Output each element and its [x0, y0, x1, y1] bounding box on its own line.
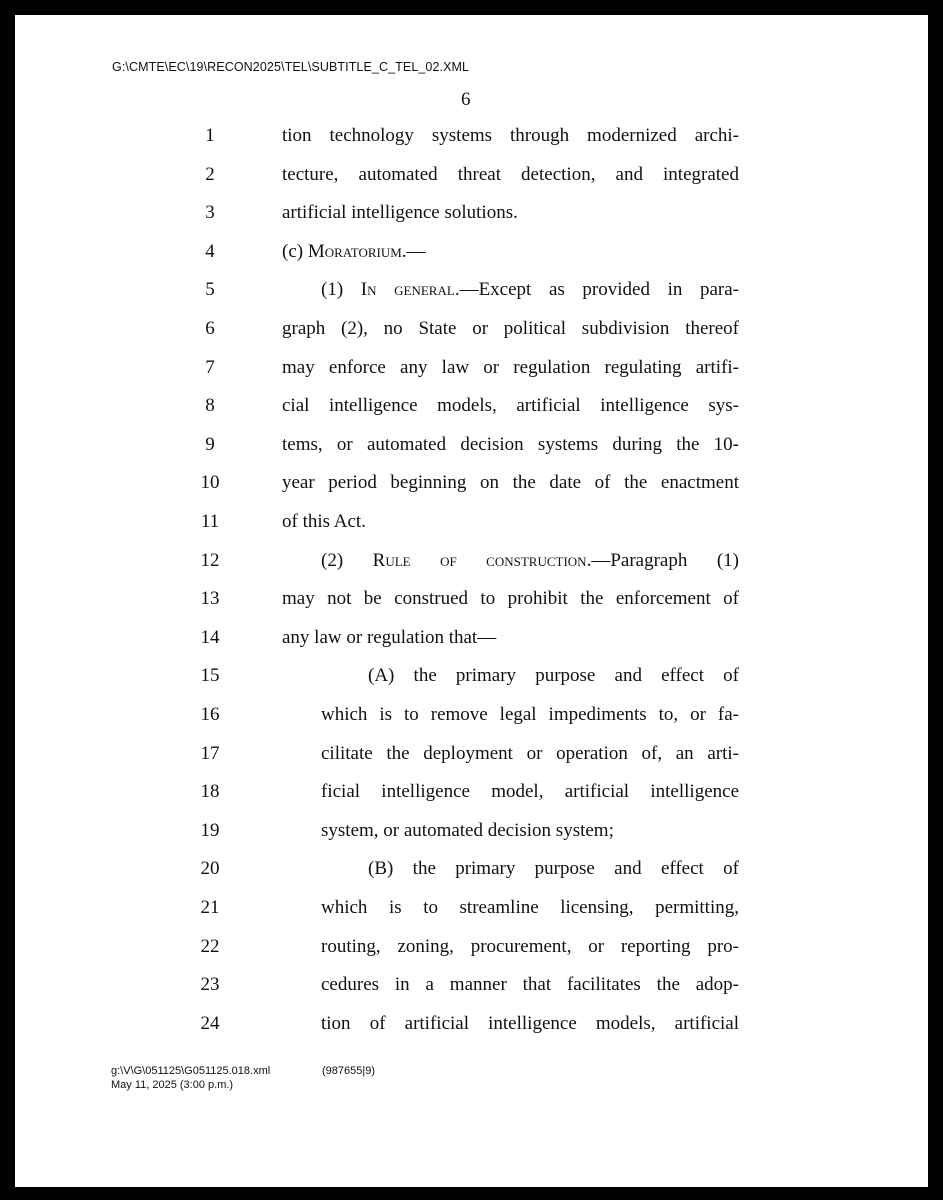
- line-number: 13: [200, 588, 220, 610]
- section-heading: In general: [360, 279, 455, 301]
- line-number: 2: [205, 163, 215, 185]
- document-line: [15, 627, 928, 657]
- line-number: 3: [205, 202, 215, 224]
- line-text: cial intelligence models, artificial intelligence sys-: [282, 395, 739, 417]
- document-line: [15, 588, 928, 618]
- line-text: cedures in a manner that facilitates the adop-: [321, 974, 739, 996]
- line-number: 11: [200, 511, 220, 532]
- line-text: which is to remove legal impediments to, or fa-: [321, 704, 739, 725]
- document-line: [15, 395, 928, 425]
- section-heading: Rule of construction: [372, 549, 587, 571]
- line-text: may not be construed to prohibit the enforcement of: [282, 588, 739, 610]
- line-text-body: .—Except as provided in para-: [454, 279, 739, 301]
- document-line: [15, 1013, 928, 1043]
- document-line: [15, 665, 928, 695]
- line-number: 6: [205, 318, 215, 339]
- document-line: [15, 858, 928, 888]
- document-line: [15, 472, 928, 502]
- document-line: [15, 550, 928, 580]
- line-text: any law or regulation that—: [282, 626, 497, 648]
- line-text: which is to streamline licensing, permitting,: [321, 897, 739, 918]
- line-number: 9: [205, 433, 215, 455]
- line-text: year period beginning on the date of the enactment: [282, 472, 739, 494]
- line-number: 1: [205, 125, 215, 146]
- line-text: [321, 550, 739, 574]
- document-line: [15, 897, 928, 927]
- line-text: of this Act.: [282, 511, 366, 532]
- line-text: tems, or automated decision systems during the 10-: [282, 433, 739, 455]
- document-line: [15, 743, 928, 773]
- line-text: artificial intelligence solutions.: [282, 202, 518, 224]
- line-number: 12: [200, 549, 220, 571]
- document-line: [15, 936, 928, 966]
- document-line: [15, 974, 928, 1004]
- document-line: [15, 125, 928, 155]
- line-text: cilitate the deployment or operation of, an arti-: [321, 742, 739, 764]
- line-text: tecture, automated threat detection, and integrated: [282, 163, 739, 185]
- document-line: [15, 279, 928, 309]
- line-number: 20: [200, 858, 220, 880]
- document-line: [15, 164, 928, 194]
- document-line: [15, 704, 928, 734]
- line-text-body: .—: [401, 240, 426, 262]
- footer-doc-id: (987655|9): [322, 1065, 376, 1077]
- line-text-body: .—Paragraph (1): [586, 549, 739, 571]
- paragraph-designator: (2): [321, 549, 373, 571]
- line-number: 14: [200, 626, 220, 648]
- line-text: [321, 279, 739, 303]
- line-number: 8: [205, 395, 215, 417]
- line-text: system, or automated decision system;: [321, 819, 614, 841]
- paragraph-designator: (1): [321, 279, 361, 301]
- line-number: 18: [200, 781, 220, 803]
- line-text: tion technology systems through modernized archi-: [282, 125, 739, 146]
- line-number: 24: [200, 1012, 220, 1034]
- line-text: (A) the primary purpose and effect of: [368, 665, 739, 687]
- document-line: [15, 820, 928, 850]
- line-text: (B) the primary purpose and effect of: [368, 858, 739, 880]
- line-text: [282, 241, 426, 263]
- document-line: [15, 781, 928, 811]
- document-line: [15, 357, 928, 387]
- line-number: 7: [205, 356, 215, 378]
- document-line: [15, 318, 928, 348]
- document-line: [15, 434, 928, 464]
- line-number: 5: [205, 279, 215, 301]
- footer-file-path: g:\V\G\051125\G051125.018.xml: [111, 1065, 271, 1077]
- line-number: 15: [200, 665, 220, 687]
- paragraph-designator: (c): [282, 240, 308, 262]
- line-text: ficial intelligence model, artificial intelligence: [321, 781, 739, 803]
- document-line: [15, 511, 928, 541]
- footer-date: May 11, 2025 (3:00 p.m.): [111, 1079, 234, 1091]
- line-number: 19: [200, 819, 220, 841]
- line-number: 16: [200, 704, 220, 725]
- header-file-path: G:\CMTE\EC\19\RECON2025\TEL\SUBTITLE_C_TEL_02.XML: [112, 60, 470, 74]
- line-number: 23: [200, 974, 220, 996]
- line-number: 4: [205, 240, 215, 262]
- line-text: graph (2), no State or political subdivision thereof: [282, 318, 739, 339]
- document-line: [15, 241, 928, 271]
- line-number: 17: [200, 742, 220, 764]
- section-heading: Moratorium: [307, 240, 402, 262]
- line-text: may enforce any law or regulation regulating artifi-: [282, 356, 739, 378]
- line-text: tion of artificial intelligence models, artificial: [321, 1012, 739, 1034]
- document-line: [15, 202, 928, 232]
- line-number: 22: [200, 935, 220, 957]
- document-page: [15, 15, 928, 1187]
- line-text: routing, zoning, procurement, or reporting pro-: [321, 935, 739, 957]
- line-number: 10: [200, 472, 220, 494]
- line-number: 21: [200, 897, 220, 918]
- page-number: 6: [461, 89, 471, 110]
